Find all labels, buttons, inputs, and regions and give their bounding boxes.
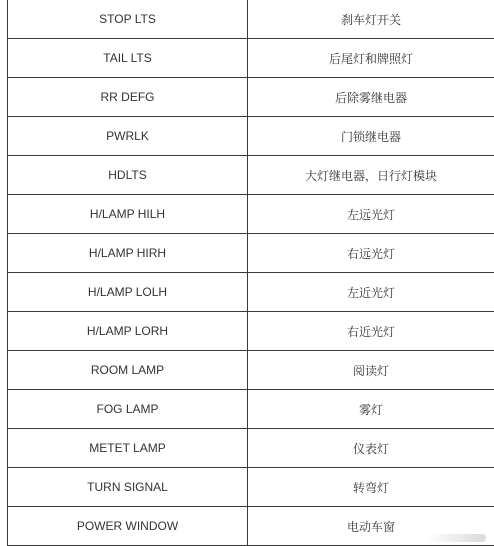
circuit-description-cell: 门锁继电器: [248, 117, 494, 156]
fuse-table-body: [8, 0, 494, 546]
table-row: [8, 429, 494, 468]
circuit-description-cell: 右远光灯: [248, 234, 494, 273]
circuit-code-cell: H/LAMP HIRH: [8, 234, 248, 273]
table-row: [8, 156, 494, 195]
table-row: [8, 351, 494, 390]
fuse-table: [7, 0, 494, 546]
circuit-code-cell: RR DEFG: [8, 78, 248, 117]
circuit-description-cell: 右近光灯: [248, 312, 494, 351]
circuit-code-cell: METET LAMP: [8, 429, 248, 468]
circuit-code-cell: TAIL LTS: [8, 39, 248, 78]
circuit-description-cell: 后尾灯和牌照灯: [248, 39, 494, 78]
circuit-code-cell: PWRLK: [8, 117, 248, 156]
circuit-description-cell: 大灯继电器，日行灯模块: [248, 156, 494, 195]
table-row: [8, 273, 494, 312]
circuit-description-cell: 雾灯: [248, 390, 494, 429]
table-row: [8, 117, 494, 156]
circuit-description-cell: 刹车灯开关: [248, 0, 494, 39]
circuit-code-cell: FOG LAMP: [8, 390, 248, 429]
circuit-description-cell: 仪表灯: [248, 429, 494, 468]
circuit-code-cell: HDLTS: [8, 156, 248, 195]
table-row: [8, 39, 494, 78]
circuit-description-cell: 阅读灯: [248, 351, 494, 390]
table-row: [8, 312, 494, 351]
table-row: [8, 78, 494, 117]
circuit-code-cell: POWER WINDOW: [8, 507, 248, 546]
circuit-code-cell: ROOM LAMP: [8, 351, 248, 390]
table-row: [8, 390, 494, 429]
watermark-fade: [426, 534, 486, 542]
circuit-code-cell: TURN SIGNAL: [8, 468, 248, 507]
circuit-description-cell: 左远光灯: [248, 195, 494, 234]
circuit-description-cell: 转弯灯: [248, 468, 494, 507]
circuit-code-cell: STOP LTS: [8, 0, 248, 39]
table-row: [8, 234, 494, 273]
table-row: [8, 468, 494, 507]
table-row: [8, 507, 494, 546]
table-row: [8, 195, 494, 234]
table-row: [8, 0, 494, 39]
circuit-code-cell: H/LAMP LOLH: [8, 273, 248, 312]
circuit-code-cell: H/LAMP HILH: [8, 195, 248, 234]
circuit-description-cell: 电动车窗: [248, 507, 494, 546]
circuit-code-cell: H/LAMP LORH: [8, 312, 248, 351]
circuit-description-cell: 后除雾继电器: [248, 78, 494, 117]
circuit-description-cell: 左近光灯: [248, 273, 494, 312]
